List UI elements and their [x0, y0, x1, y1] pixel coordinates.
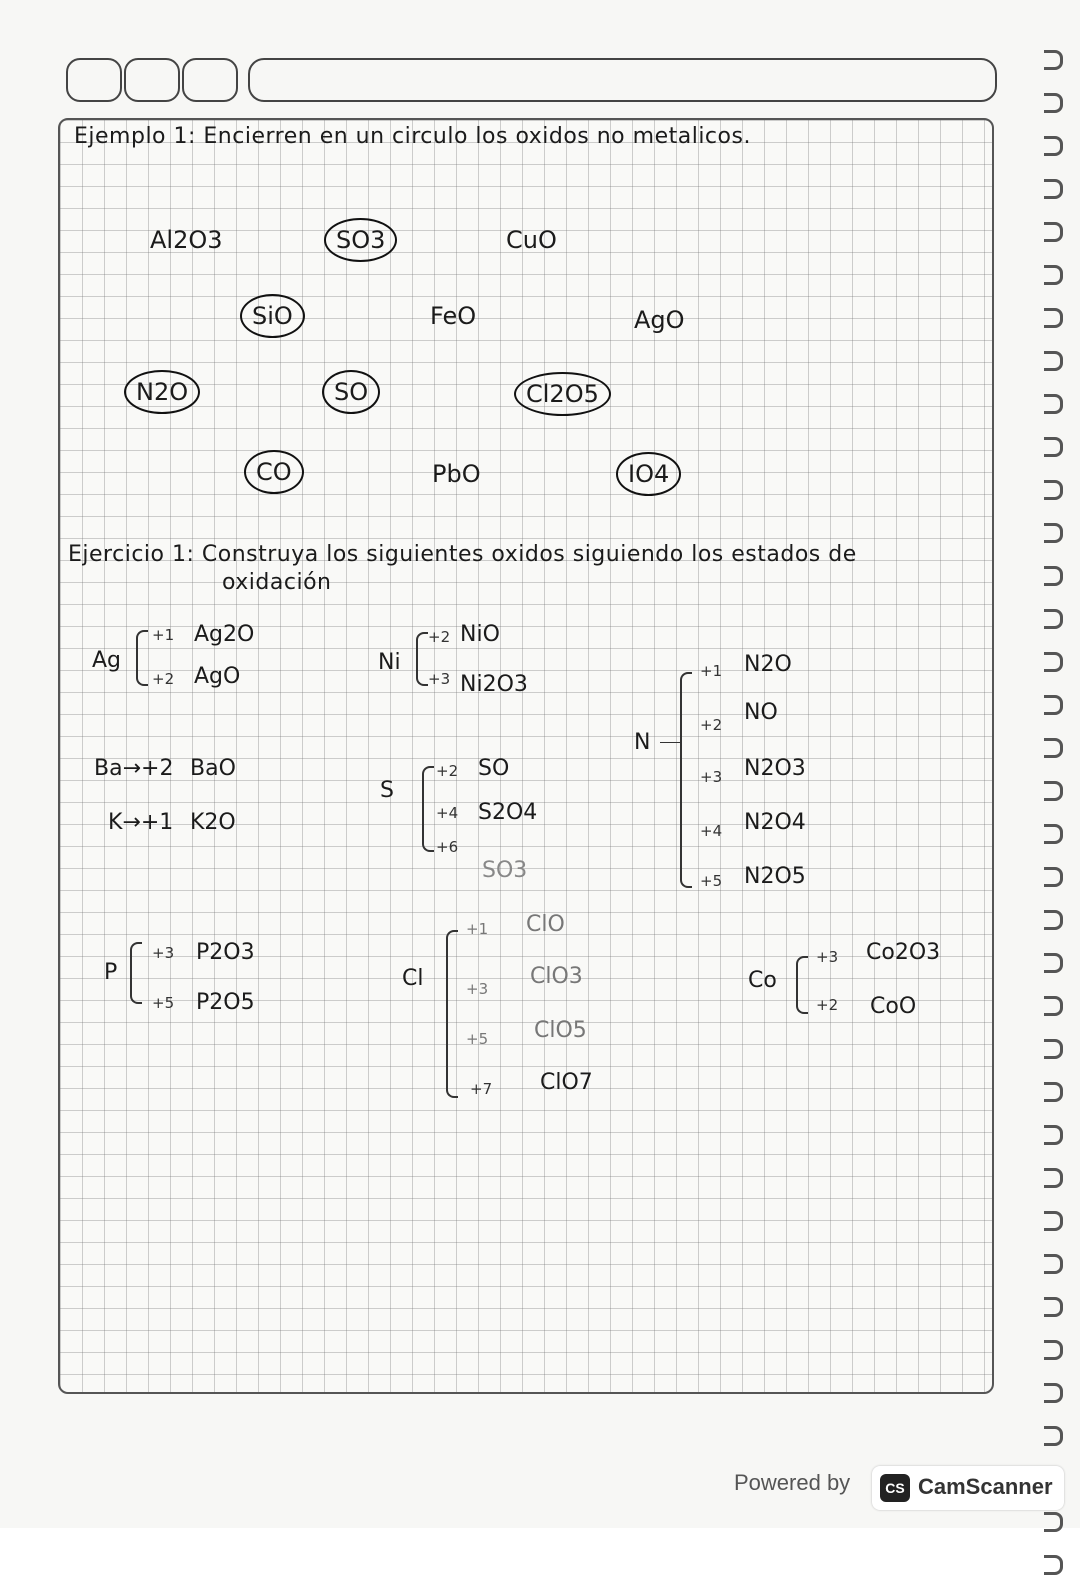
ox-state: +3 — [152, 944, 175, 962]
oxide-result: ClO7 — [540, 1070, 593, 1095]
oxide-so-circled: SO — [322, 370, 380, 414]
header-date-bar — [248, 58, 997, 102]
header-box — [124, 58, 180, 102]
oxide-cuo: CuO — [506, 226, 557, 254]
oxide-ago: AgO — [634, 306, 685, 334]
brand-name: CamScanner — [918, 1474, 1053, 1499]
oxide-result: AgO — [194, 664, 241, 689]
oxide-co-circled: CO — [244, 450, 304, 494]
ox-state: +5 — [152, 994, 175, 1012]
oxide-result: NiO — [460, 622, 500, 647]
oxide-result: BaO — [190, 756, 236, 781]
oxide-result: ClO3 — [530, 964, 583, 989]
element-ba: Ba→+2 — [94, 756, 174, 781]
oxide-sio-circled: SiO — [240, 294, 305, 338]
oxide-n2o-circled: N2O — [124, 370, 200, 414]
ox-state: +6 — [436, 838, 459, 856]
element-ag: Ag — [92, 648, 122, 673]
ox-state: +3 — [816, 948, 839, 966]
element-cl: Cl — [402, 966, 424, 991]
element-co: Co — [748, 968, 777, 993]
exercise-heading: Ejercicio 1: Construya los siguientes oxidos siguiendo los estados de — [68, 542, 857, 567]
ox-state: +5 — [466, 1030, 489, 1048]
header-box — [182, 58, 238, 102]
element-ni: Ni — [378, 650, 401, 675]
camscanner-logo — [872, 1466, 1064, 1510]
element-n: N — [634, 730, 651, 755]
brace — [422, 766, 434, 852]
ox-state: +5 — [700, 872, 723, 890]
oxide-al2o3: Al2O3 — [150, 226, 223, 254]
element-s: S — [380, 778, 394, 803]
brace — [416, 632, 428, 686]
brace — [136, 630, 148, 686]
oxide-result: Ni2O3 — [460, 672, 528, 697]
oxide-result: N2O — [744, 652, 792, 677]
oxide-pbo: PbO — [432, 460, 481, 488]
ox-state: +7 — [470, 1080, 493, 1098]
header-box — [66, 58, 122, 102]
oxide-cl2o5-circled: Cl2O5 — [514, 372, 611, 416]
brace — [446, 930, 458, 1098]
oxide-result: SO3 — [482, 858, 528, 883]
oxide-feo: FeO — [430, 302, 477, 330]
brace — [680, 672, 692, 888]
example-heading: Ejemplo 1: Encierren en un circulo los oxidos no metalicos. — [74, 124, 751, 149]
ox-state: +4 — [700, 822, 723, 840]
cs-badge-icon: CS — [880, 1474, 910, 1502]
spiral-binding — [1044, 50, 1066, 1420]
oxide-result: N2O5 — [744, 864, 806, 889]
ox-state: +2 — [700, 716, 723, 734]
oxide-result: SO — [478, 756, 510, 781]
oxide-result: ClO — [526, 912, 565, 937]
exercise-heading-line2: oxidación — [222, 570, 332, 595]
oxide-result: N2O4 — [744, 810, 806, 835]
oxide-result: P2O5 — [196, 990, 255, 1015]
oxide-result: P2O3 — [196, 940, 255, 965]
oxide-result: ClO5 — [534, 1018, 587, 1043]
element-p: P — [104, 960, 118, 985]
oxide-result: CoO — [870, 994, 917, 1019]
ox-state: +2 — [152, 670, 175, 688]
oxide-result: K2O — [190, 810, 236, 835]
oxide-result: NO — [744, 700, 778, 725]
ox-state: +2 — [436, 762, 459, 780]
ox-state: +1 — [700, 662, 723, 680]
ox-state: +2 — [816, 996, 839, 1014]
brace — [796, 956, 808, 1014]
ox-state: +3 — [428, 670, 451, 688]
brace — [130, 942, 142, 1004]
oxide-result: Ag2O — [194, 622, 255, 647]
ox-state: +3 — [700, 768, 723, 786]
ox-state: +1 — [466, 920, 489, 938]
oxide-result: N2O3 — [744, 756, 806, 781]
oxide-result: S2O4 — [478, 800, 538, 825]
powered-by-text: Powered by — [734, 1470, 851, 1495]
ox-state: +3 — [466, 980, 489, 998]
oxide-so3-circled: SO3 — [324, 218, 397, 262]
ox-state: +2 — [428, 628, 451, 646]
ox-state: +1 — [152, 626, 175, 644]
connector-line — [660, 742, 680, 743]
ox-state: +4 — [436, 804, 459, 822]
oxide-io4-circled: IO4 — [616, 452, 681, 496]
oxide-result: Co2O3 — [866, 940, 941, 965]
element-k: K→+1 — [108, 810, 174, 835]
